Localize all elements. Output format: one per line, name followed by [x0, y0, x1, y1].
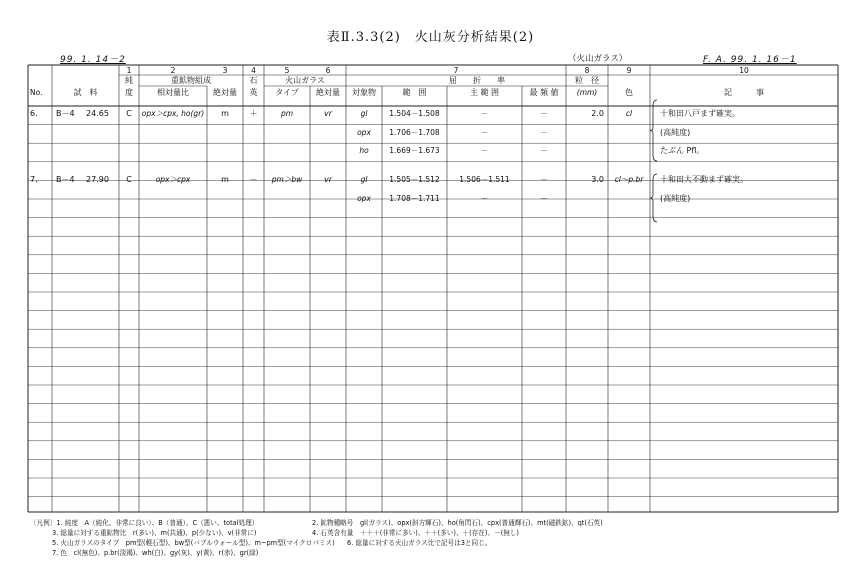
- absolute-b-value: vr: [323, 109, 333, 118]
- relative-value: opx＞cpx: [155, 175, 191, 184]
- relative-value: opx＞cpx, ho(gr): [141, 109, 205, 118]
- column-number-2: 2: [170, 66, 176, 75]
- header-no: No.: [30, 88, 43, 97]
- header-grain: 粒 径: [575, 76, 599, 85]
- target-value: opx: [357, 127, 371, 137]
- sheet-code-right: F. A. 99. 1. 16－1: [703, 55, 797, 65]
- glass-type-value: pm＞bw: [271, 175, 303, 184]
- page-title: 表Ⅱ.3.3(2) 火山灰分析結果(2): [326, 30, 535, 45]
- note-value: たぶん Pfl。: [660, 146, 705, 156]
- quartz-value: －: [249, 175, 258, 184]
- legend-line-3: 3. 総量に対する重鉱物比 r(多い)、m(共通)、p(少ない)、v(非常に): [52, 529, 257, 537]
- purity-value: C: [126, 175, 132, 184]
- sheet-code-left: 99. 1. 14－2: [60, 55, 126, 65]
- legend-line-1: 〔凡例〕1. 純度 A（純化、非常に良い）、B（普通）、C（悪い、total処理）: [30, 519, 259, 527]
- target-value: opx: [357, 193, 371, 203]
- header-note: 記 事: [724, 88, 764, 97]
- range-value: 1.708－1.711: [389, 193, 440, 203]
- header-quartz-1: 石: [249, 76, 258, 85]
- mode-value: －: [540, 109, 548, 118]
- mode-value: －: [540, 193, 548, 203]
- absolute-a-value: m: [221, 175, 229, 184]
- legend-line-4: 4. 石英含有量 ＋＋＋(非常に多い)、＋＋(多い)、＋(存在)、－(無し): [312, 529, 519, 537]
- legend-line-6: 6. 総量に対する火山ガラス比で記号は3と同じ。: [347, 539, 492, 547]
- color-value: cl～p.br: [614, 175, 644, 184]
- row-no: 6.: [30, 109, 38, 118]
- column-number-3: 3: [222, 66, 228, 75]
- header-type: タイプ: [275, 88, 299, 97]
- quartz-value: ＋: [249, 109, 258, 118]
- grain-value: 2.0: [591, 109, 604, 118]
- mode-value: －: [540, 127, 548, 137]
- absolute-a-value: m: [221, 109, 229, 118]
- glass-type-value: pm: [280, 109, 294, 118]
- main-range-value: 1.506－1.511: [459, 175, 510, 184]
- column-number-4: 4: [251, 66, 256, 75]
- header-refraction-group: 屈 折 率: [449, 76, 505, 85]
- column-number-5: 5: [284, 66, 290, 75]
- range-value: 1.504－1.508: [389, 109, 440, 118]
- header-relative: 相対量比: [157, 88, 189, 97]
- target-value: gl: [360, 109, 368, 118]
- sample-name: B－4: [56, 109, 75, 118]
- main-range-value: －: [480, 146, 489, 156]
- sample-depth: 24.65: [86, 109, 109, 118]
- range-value: 1.706－1.708: [389, 127, 440, 137]
- note-value: (高純度): [660, 193, 691, 203]
- grain-value: 3.0: [591, 175, 604, 184]
- target-value: gl: [360, 175, 368, 184]
- sample-depth: 27.90: [86, 175, 109, 184]
- sheet-category-label: （火山ガラス）: [568, 54, 628, 64]
- column-number-10: 10: [739, 66, 749, 75]
- column-number-1: 1: [126, 66, 132, 75]
- header-absolute-a: 絶対量: [213, 88, 237, 97]
- header-grain-unit: (mm): [576, 88, 598, 97]
- color-value: cl: [625, 109, 633, 118]
- range-value: 1.505－1.512: [389, 175, 440, 184]
- column-number-6: 6: [325, 66, 331, 75]
- header-absolute-b: 絶対量: [316, 88, 340, 97]
- note-value: (高純度): [660, 127, 691, 137]
- header-range: 範 囲: [402, 88, 427, 97]
- header-purity-1: 純: [125, 76, 133, 85]
- mode-value: －: [540, 146, 548, 156]
- note-value: 十和田八戸まず確実。: [660, 109, 740, 118]
- column-number-8: 8: [584, 66, 590, 75]
- header-quartz-2: 英: [249, 88, 258, 97]
- column-number-9: 9: [626, 66, 632, 75]
- range-value: 1.669－1.673: [389, 146, 440, 156]
- main-range-value: －: [480, 109, 489, 118]
- header-target: 対象物: [352, 88, 376, 97]
- header-mode: 最 頻 値: [529, 88, 559, 97]
- main-range-value: －: [480, 127, 489, 137]
- mode-value: －: [540, 175, 548, 184]
- header-color: 色: [625, 88, 633, 97]
- header-sample: 試 料: [73, 88, 98, 97]
- row-no: 7.: [30, 175, 38, 184]
- note-value: 十和田大不動まず確実。: [660, 175, 748, 184]
- header-purity-2: 度: [125, 88, 133, 97]
- target-value: ho: [359, 146, 369, 156]
- purity-value: C: [126, 109, 132, 118]
- header-heavy-group: 重鉱物組成: [171, 76, 211, 85]
- main-range-value: －: [480, 193, 489, 203]
- sample-name: B－4: [56, 175, 75, 184]
- legend-line-7: 7. 色 cl(無色)、p.br(淡褐)、wh(白)、gy(灰)、y(黄)、r(赤)、gr(緑): [52, 549, 259, 557]
- column-number-7: 7: [453, 66, 459, 75]
- header-main-range: 主 範 囲: [469, 88, 500, 97]
- absolute-b-value: vr: [323, 175, 333, 184]
- legend-line-5: 5. 火山ガラスのタイプ pm型(軽石型)、bw型(バブルウォール型)、m~pm型(マイクロパミス): [52, 539, 335, 547]
- header-glass-group: 火山ガラス: [285, 76, 325, 85]
- legend-line-2: 2. 鉱物種略号 gl(ガラス)、opx(斜方輝石)、ho(角閃石)、cpx(普通輝石)、mt(磁鉄鉱)、qt(石英): [312, 519, 603, 527]
